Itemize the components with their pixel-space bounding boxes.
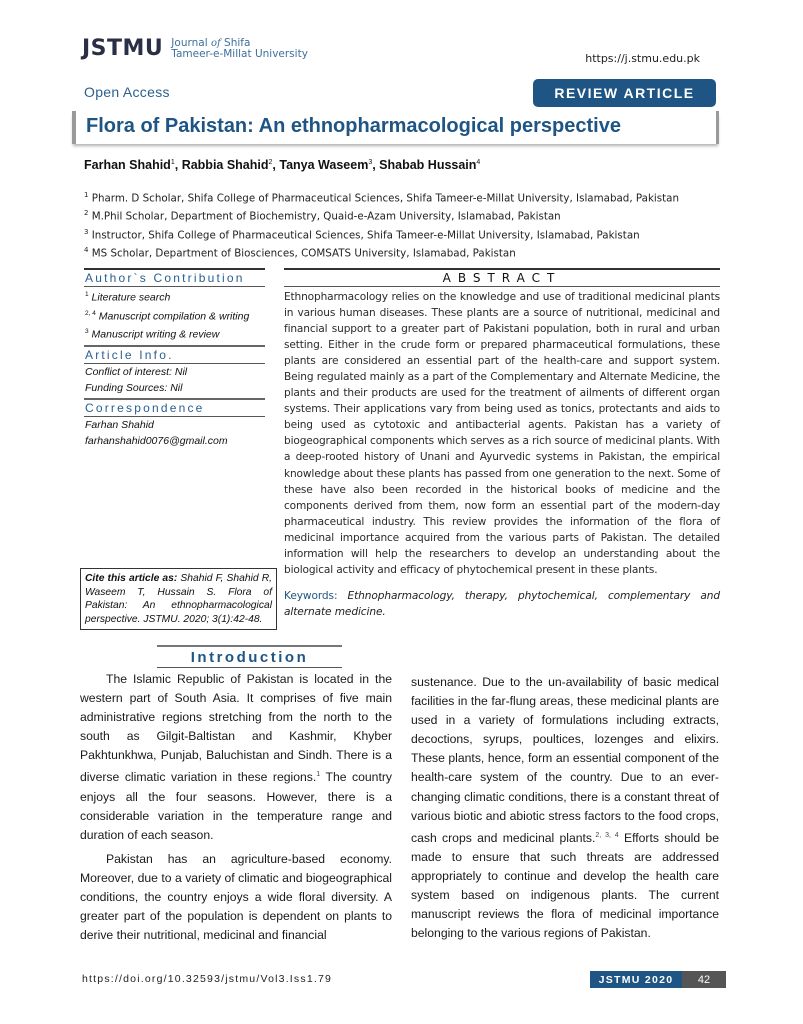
affiliation: $^2$ M.Phil Scholar, Department of Biochemistry, Quaid-e-Azam University, Islamabad, Pakistan — [84, 209, 561, 223]
author-list: Farhan Shahid$^1$, Rabbia Shahid$^2$, Tanya Waseem$^3$, Shabab Hussain$^4$ — [84, 158, 481, 172]
article-info-heading: Article Info. — [84, 345, 265, 364]
affiliation: $^4$ MS Scholar, Department of Biosciences, COMSATS University, Islamabad, Pakistan — [84, 246, 516, 260]
contribution-item: $^1$ Literature search — [85, 291, 171, 304]
keywords-label: Keywords: — [284, 589, 338, 602]
keywords-value: Ethnopharmacology, therapy, phytochemical, complementary and alternate medicine. — [284, 589, 720, 618]
contribution-heading: Author`s Contribution — [84, 268, 265, 287]
paragraph: sustenance. Due to the un-availability of basic medical facilities in the far-flung areas, these medicinal plants are used in a variety of formulations including extracts, decoctions, syrups, poultices, lozenges and elixirs. These plants, hence, form an essential component of the health-care system of the country. Due to an ever-changing climatic conditions, there is a constant threat of various biotic and abiotic stress factors to the food crops, cash crops and medicinal plants.$^{2, 3, 4}$ Efforts should be made to ensure that such threats are addressed appropriately to continue and develop the health care system based on indigenous plants. The current manuscript reviews the flora of medicinal importance belonging to the various regions of Pakistan. — [411, 675, 719, 941]
doi-link[interactable]: https://doi.org/10.32593/jstmu/Vol3.Iss1.79 — [82, 973, 333, 985]
footer-badge — [590, 971, 726, 988]
footer-journal-year: JSTMU 2020 — [590, 971, 682, 988]
paragraph: The Islamic Republic of Pakistan is located in the western part of South Asia. It comprises of five main administrative regions stretching from the north to the south as Gilgit-Baltistan and Kashmir, Khyber Pakhtunkhwa, Punjab, Baluchistan and Sindh. There is a diverse climatic variation in these regions.$^1$ The country enjoys all the four seasons. However, there is a considerable variation in the temperature range and duration of each season. — [80, 672, 392, 842]
author: Tanya Waseem — [279, 158, 369, 172]
paragraph: Pakistan has an agriculture-based economy. Moreover, due to a variety of climatic and biogeographical conditions, the country enjoys a wide floral diversity. A greater part of the population is dependent on plants to derive their nutritional, medicinal and financial — [80, 851, 392, 943]
body-column-left — [80, 670, 392, 945]
funding-sources: Funding Sources: Nil — [85, 381, 183, 394]
citation-ref[interactable]: 2, 3, 4 — [595, 831, 619, 839]
contribution-item: $^{2, 4}$ Manuscript compilation & writing — [85, 309, 250, 322]
correspondence-name: Farhan Shahid — [85, 418, 154, 431]
conflict-of-interest: Conflict of interest: Nil — [85, 365, 188, 378]
affiliation-list — [84, 188, 679, 262]
title-box — [72, 111, 719, 144]
contribution-item: $^3$ Manuscript writing & review — [85, 328, 220, 341]
abstract-text: Ethnopharmacology relies on the knowledge and use of traditional medicinal plants in various human diseases. These plants are a source of nutritional, medicinal and financial support to a greater part of Pakistani population, both in rural and urban setting. Either in the crude form or prepared pharmaceutical formulations, these plants are considered an essential part of the health-care and support system. Being regulated mainly as a part of the Complementary and Alternate Medicine, the plants and their products are used for the treatment of ailments of different organ systems. Their applications vary from being used as tonics, protectants and aids to being used as cytotoxic and antibacterial agents. Pakistan has a variety of biogeographical components which serves as a rich source of medicinal plants. With a deep-rooted history of Unani and Ayurvedic systems in Pakistan, the empirical knowledge about these plants has passed from one generation to the next. Some of these have also been recorded in the historical books of medicine and the components derived from them, now form an essential part of the modern-day pharmaceutical industry. This review provides the information of the flora of medicinal importance acquired from the various parts of Pakistan. The detailed information will help the researchers to develop an understanding about the biological activity and efficacy of phytochemical present in these plants. — [284, 291, 720, 576]
page-number: 42 — [682, 971, 726, 988]
author: Shabab Hussain — [379, 158, 477, 172]
journal-logo — [82, 36, 308, 61]
correspondence-email-link[interactable]: farhanshahid0076@gmail.com — [85, 434, 228, 447]
logo-mark: JSTMU — [82, 36, 164, 61]
correspondence-heading: Correspondence — [84, 398, 265, 417]
introduction-heading: Introduction — [157, 645, 342, 668]
journal-url-link[interactable]: https://j.stmu.edu.pk — [585, 52, 700, 65]
article-title: Flora of Pakistan: An ethnopharmacological perspective — [86, 115, 621, 137]
body-column-right — [411, 673, 719, 943]
abstract-section — [284, 268, 720, 620]
logo-subtitle: Journal of Shifa Tameer-e-Millat University — [171, 36, 308, 60]
citation-box — [80, 568, 277, 630]
open-access-label: Open Access — [84, 84, 170, 100]
citation-text: Shahid F, Shahid R, Waseem T, Hussain S. Flora of Pakistan: An ethnopharmacological perspective. JSTMU. 2020; 3(1):42-48. — [85, 573, 272, 625]
citation-label: Cite this article as: — [85, 573, 178, 584]
abstract-heading: ABSTRACT — [284, 268, 720, 287]
keywords — [284, 588, 720, 620]
author: Rabbia Shahid — [181, 158, 269, 172]
article-type-badge: REVIEW ARTICLE — [533, 79, 716, 107]
article-sidebar — [84, 268, 265, 449]
citation-ref[interactable]: 1 — [316, 771, 321, 779]
affiliation: $^1$ Pharm. D Scholar, Shifa College of Pharmaceutical Sciences, Shifa Tameer-e-Millat University, Islamabad, Pakistan — [84, 191, 680, 205]
author: Farhan Shahid — [84, 158, 171, 172]
affiliation: $^3$ Instructor, Shifa College of Pharmaceutical Sciences, Shifa Tameer-e-Millat University, Islamabad, Pakistan — [84, 227, 640, 242]
